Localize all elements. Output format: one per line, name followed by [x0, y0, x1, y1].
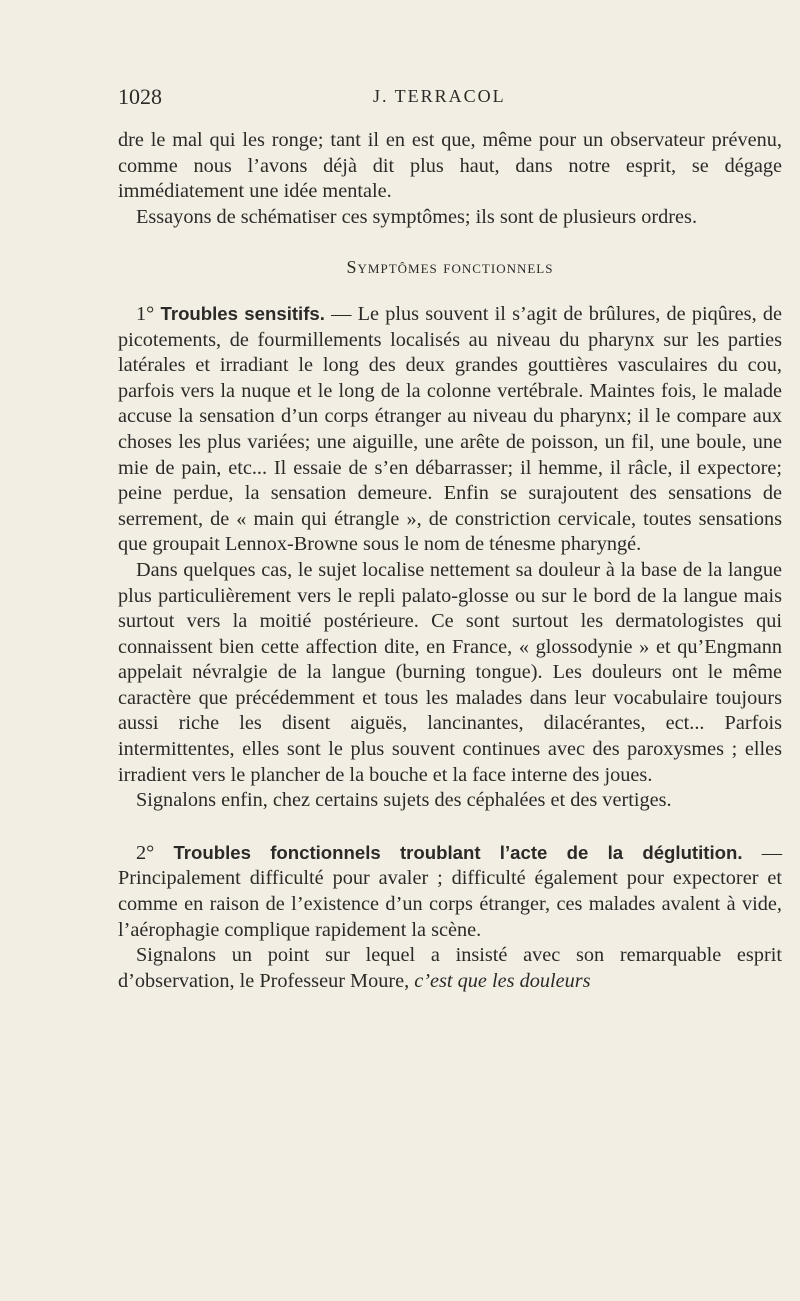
page-body [118, 128, 782, 994]
paragraph-moure [118, 943, 782, 994]
moure-italic-text: c’est que les douleurs [414, 969, 591, 992]
paragraph-sensory-troubles [118, 301, 782, 558]
paragraph-headaches: Signalons enfin, chez certains sujets des céphalées et des vertiges. [136, 789, 672, 812]
paragraph-continuation: dre le mal qui les ronge; tant il en est que, même pour un observateur prévenu, comme nous l’avons déjà dit plus haut, dans notre esprit, se dégage immédiatement une idée mentale. [118, 129, 782, 203]
paragraph-functional-troubles [118, 840, 782, 943]
page-number: 1028 [118, 84, 162, 109]
spacer [118, 814, 782, 840]
running-title: J. TERRACOL [373, 86, 506, 106]
sensory-text: — Le plus souvent il s’agit de brûlures, de piqûres, de picotements, de fourmillements localisés au niveau du pharynx sur les parties latérales et irradiant le long des deux grandes gouttières vasculaires du cou, parfois vers la nuque et le long de la colonne vertébrale. Maintes fois, le malade accuse la sensation d’un corps étranger au niveau du pharynx; il le compare aux choses les plus variées; une aiguille, une arête de poisson, un fil, une boule, une mie de pain, etc... Il essaie de s’en débarrasser; il hemme, il râcle, il expectore; peine perdue, la sensation demeure. Enfin se surajoutent des sensations de serrement, de « main qui étrangle », de constriction cervicale, toutes sensations que groupait Lennox-Browne sous le nom de ténesme pharyngé. [118, 302, 783, 556]
subsection-title-sensory: Troubles sensitifs. [160, 302, 325, 324]
section-heading [118, 255, 782, 281]
moure-text: Signalons un point sur lequel a insisté avec son remarquable esprit d’observation, le Professeur Moure, [118, 944, 782, 992]
subsection-title-swallowing: Troubles fonctionnels troublant l’acte de la déglutition. [173, 841, 743, 863]
section-title: Symptômes fonctionnels [346, 257, 554, 278]
paragraph-schematize: Essayons de schématiser ces symptômes; ils sont de plusieurs ordres. [136, 205, 698, 228]
running-head [118, 84, 740, 114]
subsection-number-1: 1° [136, 302, 155, 325]
swallowing-text: — Principalement difficulté pour avaler ; difficulté également pour expectorer et comme en raison de l’existence d’un corps étranger, ces malades avalent à vide, l’aérophagie complique rapidement la scène. [118, 841, 782, 941]
subsection-number-2: 2° [136, 841, 155, 864]
paragraph-localization: Dans quelques cas, le sujet localise nettement sa douleur à la base de la langue plus particulièrement vers le repli palato-glosse ou sur le bord de la langue mais surtout vers la moitié postérieure. Ce sont surtout les dermatologistes qui connaissent bien cette affection dite, en France, « glossodynie » et qu’Engmann appelait névralgie de la langue (burning tongue). Les douleurs ont le même caractère que précédemment et tous les malades dans leur vocabulaire toujours aussi riche les disent aiguës, lancinantes, dilacérantes, ect... Parfois intermittentes, elles sont le plus souvent continues avec des paroxysmes ; elles irradient vers le plancher de la bouche et la face interne des joues. [118, 558, 782, 786]
